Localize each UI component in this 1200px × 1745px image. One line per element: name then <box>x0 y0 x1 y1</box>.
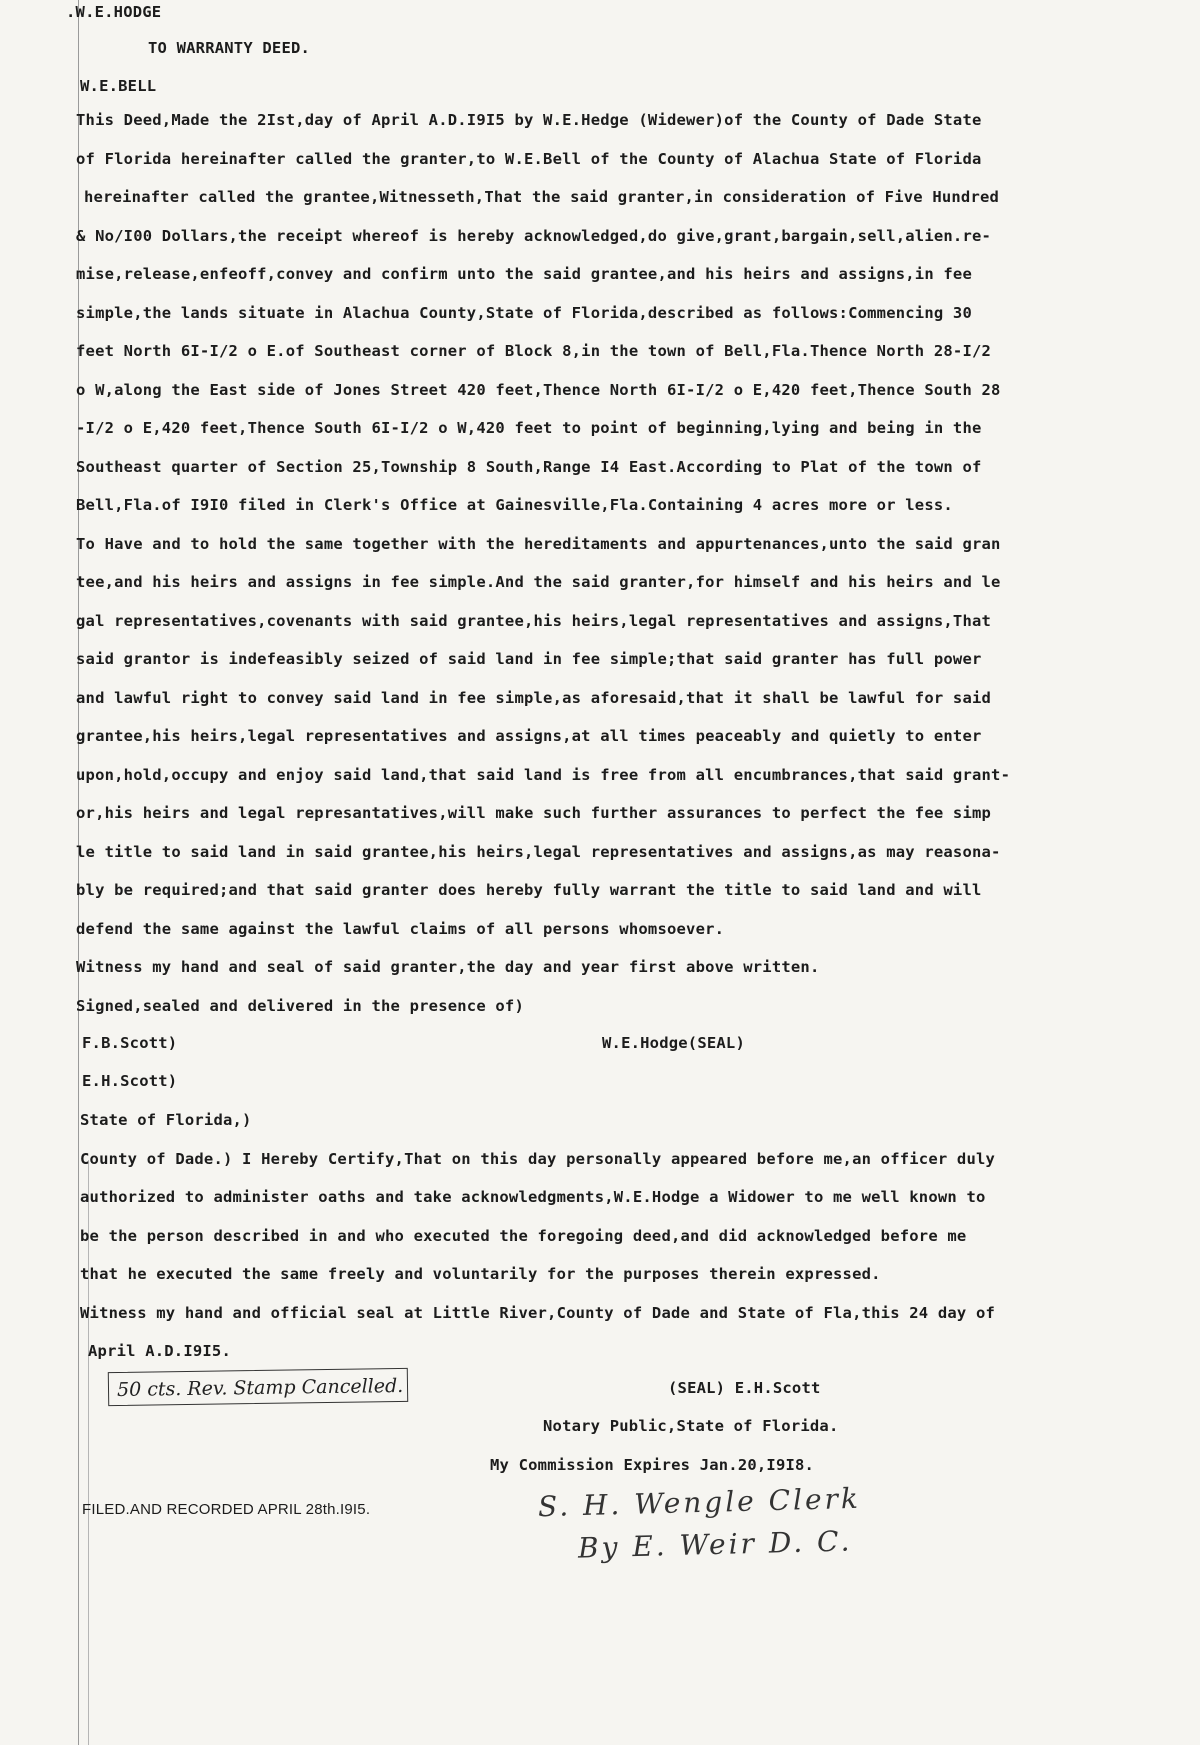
deed-body-line: o W,along the East side of Jones Street 420 feet,Thence North 6I-I/2 o E,420 feet,Thence South 28 <box>76 380 1001 399</box>
deed-body-line: To Have and to hold the same together with the hereditaments and appurtenances,unto the said gran <box>76 534 1001 553</box>
deed-title: TO WARRANTY DEED. <box>148 39 311 57</box>
acknowledgment-line: that he executed the same freely and voluntarily for the purposes therein expressed. <box>80 1265 881 1283</box>
deed-body-line: feet North 6I-I/2 o E.of Southeast corner of Block 8,in the town of Bell,Fla.Thence North 28-I/2 <box>76 342 992 360</box>
deed-body-line: Bell,Fla.of I9I0 filed in Clerk's Office at Gainesville,Fla.Containing 4 acres more or less. <box>76 496 953 514</box>
notary-commission: My Commission Expires Jan.20,I9I8. <box>490 1456 815 1474</box>
deed-body-line: defend the same against the lawful claims of all persons whomsoever. <box>76 919 725 938</box>
deed-body-line: gal representatives,covenants with said grantee,his heirs,legal representatives and assigns,That <box>76 611 992 630</box>
deed-body-line: Southeast quarter of Section 25,Township 8 South,Range I4 East.According to Plat of the town of <box>76 457 982 476</box>
deputy-clerk-signature: By E. Weir D. C. <box>577 1524 853 1565</box>
deed-body-line: hereinafter called the grantee,Witnesseth,That the said granter,in consideration of Five Hundred <box>84 188 1000 206</box>
deed-body-line: simple,the lands situate in Alachua County,State of Florida,described as follows:Commencing 30 <box>76 303 972 322</box>
witness-2: E.H.Scott) <box>82 1072 178 1090</box>
deed-body-line: grantee,his heirs,legal representatives and assigns,at all times peaceably and quietly to enter <box>76 727 982 745</box>
notary-seal-name: (SEAL) E.H.Scott <box>668 1379 821 1397</box>
margin-rule-lower <box>88 1160 89 1745</box>
deed-body-line: bly be required;and that said granter does hereby fully warrant the title to said land and will <box>76 881 982 899</box>
grantor-header: .W.E.HODGE <box>66 3 162 21</box>
deed-body-line: upon,hold,occupy and enjoy said land,that said land is free from all encumbrances,that said grant- <box>76 765 1011 784</box>
revenue-stamp-note: 50 cts. Rev. Stamp Cancelled. <box>108 1368 408 1406</box>
filed-recorded: FILED.AND RECORDED APRIL 28th.I9I5. <box>82 1501 371 1518</box>
acknowledgment-line: State of Florida,) <box>80 1111 252 1129</box>
deed-body-line: & No/I00 Dollars,the receipt whereof is hereby acknowledged,do give,grant,bargain,sell,alien.re- <box>76 226 992 245</box>
deed-body-line: Witness my hand and seal of said granter,the day and year first above written. <box>76 958 820 976</box>
deed-body-line: said grantor is indefeasibly seized of said land in fee simple;that said granter has full power <box>76 650 982 668</box>
deed-body-line: mise,release,enfeoff,convey and confirm unto the said grantee,and his heirs and assigns,in fee <box>76 265 972 283</box>
deed-body-line: le title to said land in said grantee,his heirs,legal representatives and assigns,as may reasona- <box>76 842 1001 861</box>
deed-body-line: Signed,sealed and delivered in the presence of) <box>76 996 524 1015</box>
acknowledgment-line: authorized to administer oaths and take acknowledgments,W.E.Hodge a Widower to me well known to <box>80 1188 986 1206</box>
witness-1: F.B.Scott) <box>82 1034 178 1052</box>
deed-body-line: -I/2 o E,420 feet,Thence South 6I-I/2 o W,420 feet to point of beginning,lying and being in the <box>76 419 982 437</box>
margin-rule <box>78 0 79 1745</box>
grantee-header: W.E.BELL <box>80 77 157 95</box>
deed-body-line: of Florida hereinafter called the granter,to W.E.Bell of the County of Alachua State of Florida <box>76 149 982 168</box>
deed-body-line: tee,and his heirs and assigns in fee simple.And the said granter,for himself and his heirs and le <box>76 573 1001 591</box>
acknowledgment-line: County of Dade.) I Hereby Certify,That on this day personally appeared before me,an officer duly <box>80 1149 996 1168</box>
grantor-signature: W.E.Hodge(SEAL) <box>602 1034 745 1052</box>
acknowledgment-line: be the person described in and who executed the foregoing deed,and did acknowledged before me <box>80 1226 967 1245</box>
clerk-signature: S. H. Wengle Clerk <box>537 1481 862 1524</box>
acknowledgment-line: April A.D.I9I5. <box>88 1342 231 1360</box>
notary-title: Notary Public,State of Florida. <box>543 1417 839 1435</box>
deed-body-line: This Deed,Made the 2Ist,day of April A.D.I9I5 by W.E.Hedge (Widewer)of the County of Dade State <box>76 111 982 129</box>
deed-body-line: and lawful right to convey said land in fee simple,as aforesaid,that it shall be lawful for said <box>76 688 992 707</box>
deed-body-line: or,his heirs and legal represantatives,will make such further assurances to perfect the fee simp <box>76 804 992 822</box>
acknowledgment-line: Witness my hand and official seal at Little River,County of Dade and State of Fla,this 24 day of <box>80 1303 996 1322</box>
